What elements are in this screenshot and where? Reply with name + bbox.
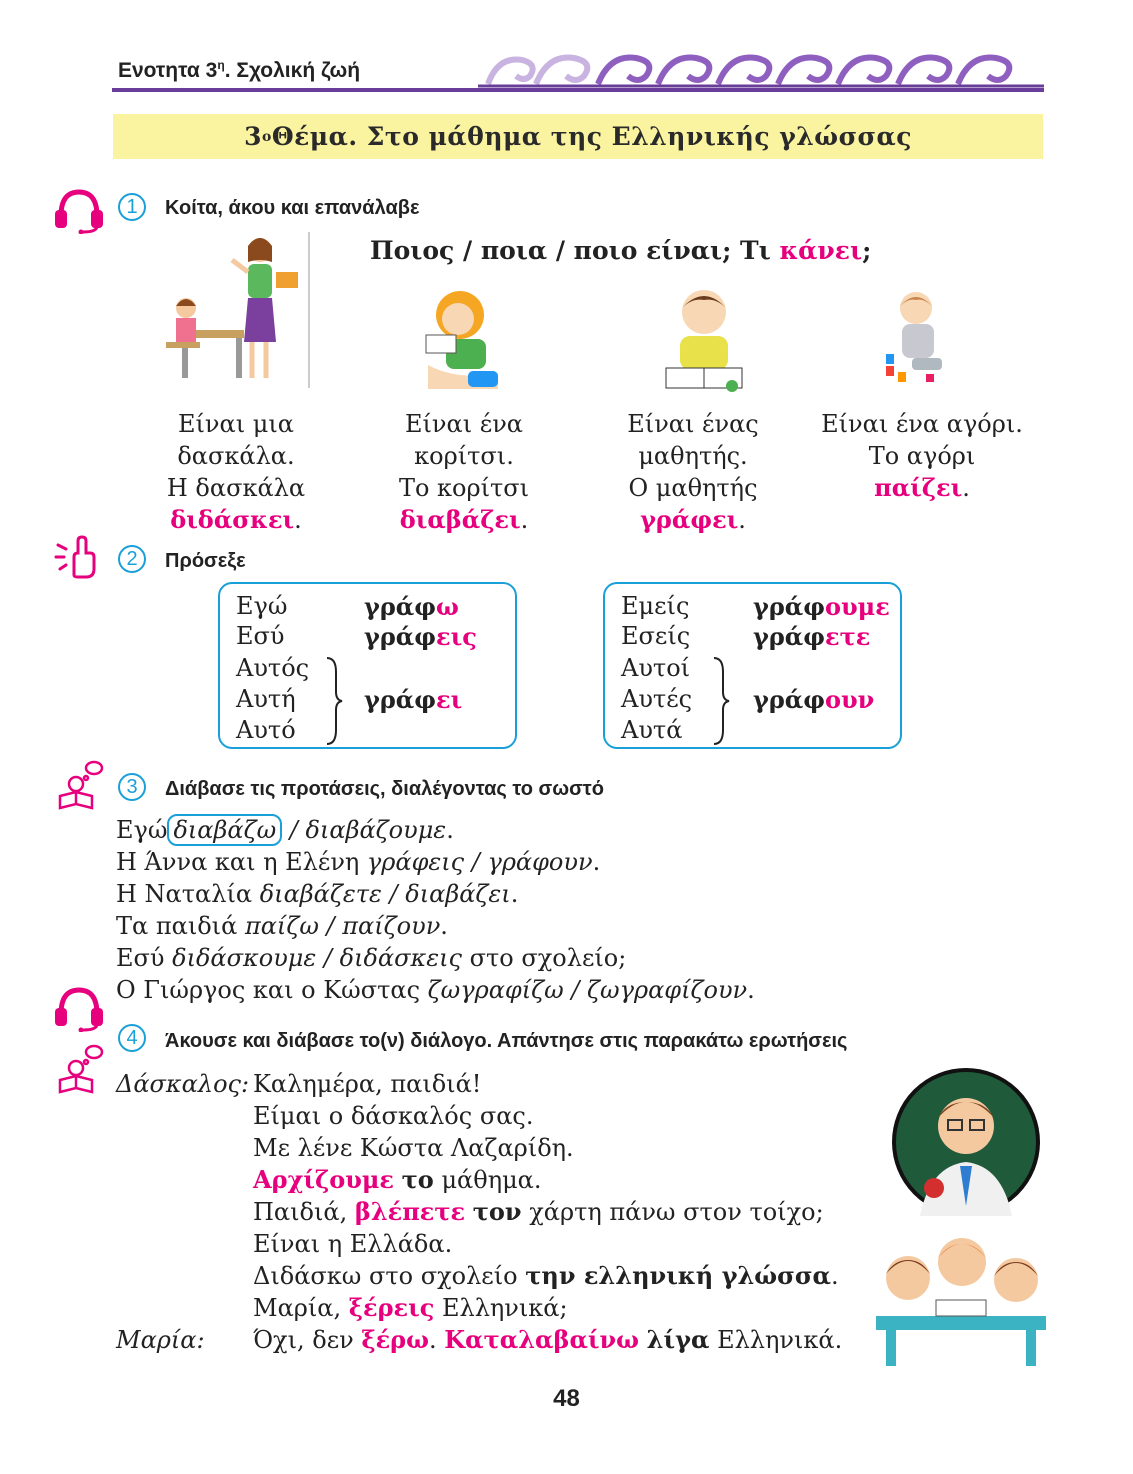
exercise-3-sentences (116, 814, 755, 1006)
option[interactable]: ζωγραφίζουν (587, 976, 748, 1004)
pointing-hand-icon (54, 535, 98, 579)
teacher-portrait-illustration (890, 1066, 1042, 1218)
girl-reading-illustration (408, 285, 508, 393)
sentence-6: Ο Γιώργος και ο Κώστας ζωγραφίζω / ζωγραφίζουν. (116, 976, 755, 1004)
option[interactable]: διαβάζει (405, 880, 511, 908)
exercise-3-number: 3 (118, 773, 146, 801)
brace-icon (711, 656, 731, 746)
option[interactable]: παίζω (244, 912, 319, 940)
sentence-4: Τα παιδιά παίζω / παίζουν. (116, 912, 448, 940)
headphones-icon (53, 188, 105, 234)
exercise-1-question: Ποιος / ποια / ποιο είναι; Τι κάνει; (370, 236, 872, 265)
conjugation-box-plural: Εμείς γράφουμε Εσείς γράφετε Αυτοί Αυτές Αυτά γράφουν (603, 582, 902, 749)
children-reading-illustration (866, 1230, 1056, 1366)
boy-playing-illustration (882, 288, 948, 386)
option[interactable]: γράφεις (366, 848, 465, 876)
exercise-1-number: 1 (118, 193, 146, 221)
option[interactable]: διδάσκουμε (172, 944, 317, 972)
reading-thinking-icon (56, 1044, 104, 1094)
boy-writing-illustration (660, 282, 748, 394)
unit-title: Ενοτητα $3^\eta$. Σχολική ζωή (118, 58, 361, 82)
exercise-2-number: 2 (118, 545, 146, 573)
caption-girl: Είναι ένα κορίτσι. Το κορίτσι διαβάζει. (398, 410, 530, 534)
sentence-5: Εσύ διδάσκουμε / διδάσκεις στο σχολείο; (116, 944, 627, 972)
option[interactable]: ζωγραφίζω (427, 976, 564, 1004)
option[interactable]: διδάσκεις (339, 944, 462, 972)
dialogue-lines: Καλημέρα, παιδιά! Είμαι ο δάσκαλός σας. Με λένε Κώστα Λαζαρίδη. Αρχίζουμε το μάθημα. Παιδιά, βλέπετε τον χάρτη πάνω στον τοίχο; Είναι η Ελλάδα. Διδάσκω στο σχολείο την ελληνική γλώσσα. Μαρία, ξέρεις Ελληνικά; Όχι, δεν ξέρω. Καταλαβαίνω λίγα Ελληνικά. (253, 1070, 843, 1354)
meander-decoration (478, 50, 1044, 88)
sentence-1: Εγώ διαβάζω / διαβάζουμε. (116, 816, 454, 844)
page-number: 48 (553, 1385, 580, 1412)
option[interactable]: διαβάζουμε (305, 816, 447, 844)
brace-icon (324, 656, 344, 746)
reading-thinking-icon (56, 760, 104, 810)
option[interactable]: γράφουν (487, 848, 593, 876)
speaker-teacher: Δάσκαλος: (116, 1070, 250, 1098)
speaker-maria: Μαρία: (116, 1326, 205, 1354)
option[interactable]: παίζουν (342, 912, 441, 940)
caption-teacher: Είναι μια δασκάλα. Η δασκάλα διδάσκει. (166, 410, 306, 534)
sentence-3: Η Ναταλία διαβάζετε / διαβάζει. (116, 880, 519, 908)
teacher-illustration (160, 232, 312, 388)
selected-answer[interactable]: διαβάζω (167, 814, 282, 846)
header-rule (112, 88, 1044, 92)
exercise-3-title: Διάβασε τις προτάσεις, διαλέγοντας το σωστό (165, 778, 604, 800)
caption-boy: Είναι ένα αγόρι. Το αγόρι παίζει. (821, 410, 1023, 502)
sentence-2: Η Άννα και η Ελένη γράφεις / γράφουν. (116, 848, 601, 876)
exercise-1-title: Κοίτα, άκου και επανάλαβε (165, 197, 420, 219)
headphones-icon (53, 986, 105, 1032)
exercise-4-title: Άκουσε και διάβασε το(ν) διάλογο. Απάντησε στις παρακάτω ερωτήσεις (165, 1030, 848, 1052)
conjugation-box-singular: Εγώ γράφω Εσύ γράφεις Αυτός Αυτή Αυτό γράφει (218, 582, 517, 749)
caption-student: Είναι ένας μαθητής. Ο μαθητής γράφει. (627, 410, 759, 534)
theme-banner: 3 ο Θέμα. Στο μάθημα της Ελληνικής γλώσσας (113, 114, 1043, 159)
exercise-4-number: 4 (118, 1024, 146, 1052)
exercise-2-title: Πρόσεξε (165, 550, 246, 572)
option[interactable]: διαβάζετε (259, 880, 382, 908)
